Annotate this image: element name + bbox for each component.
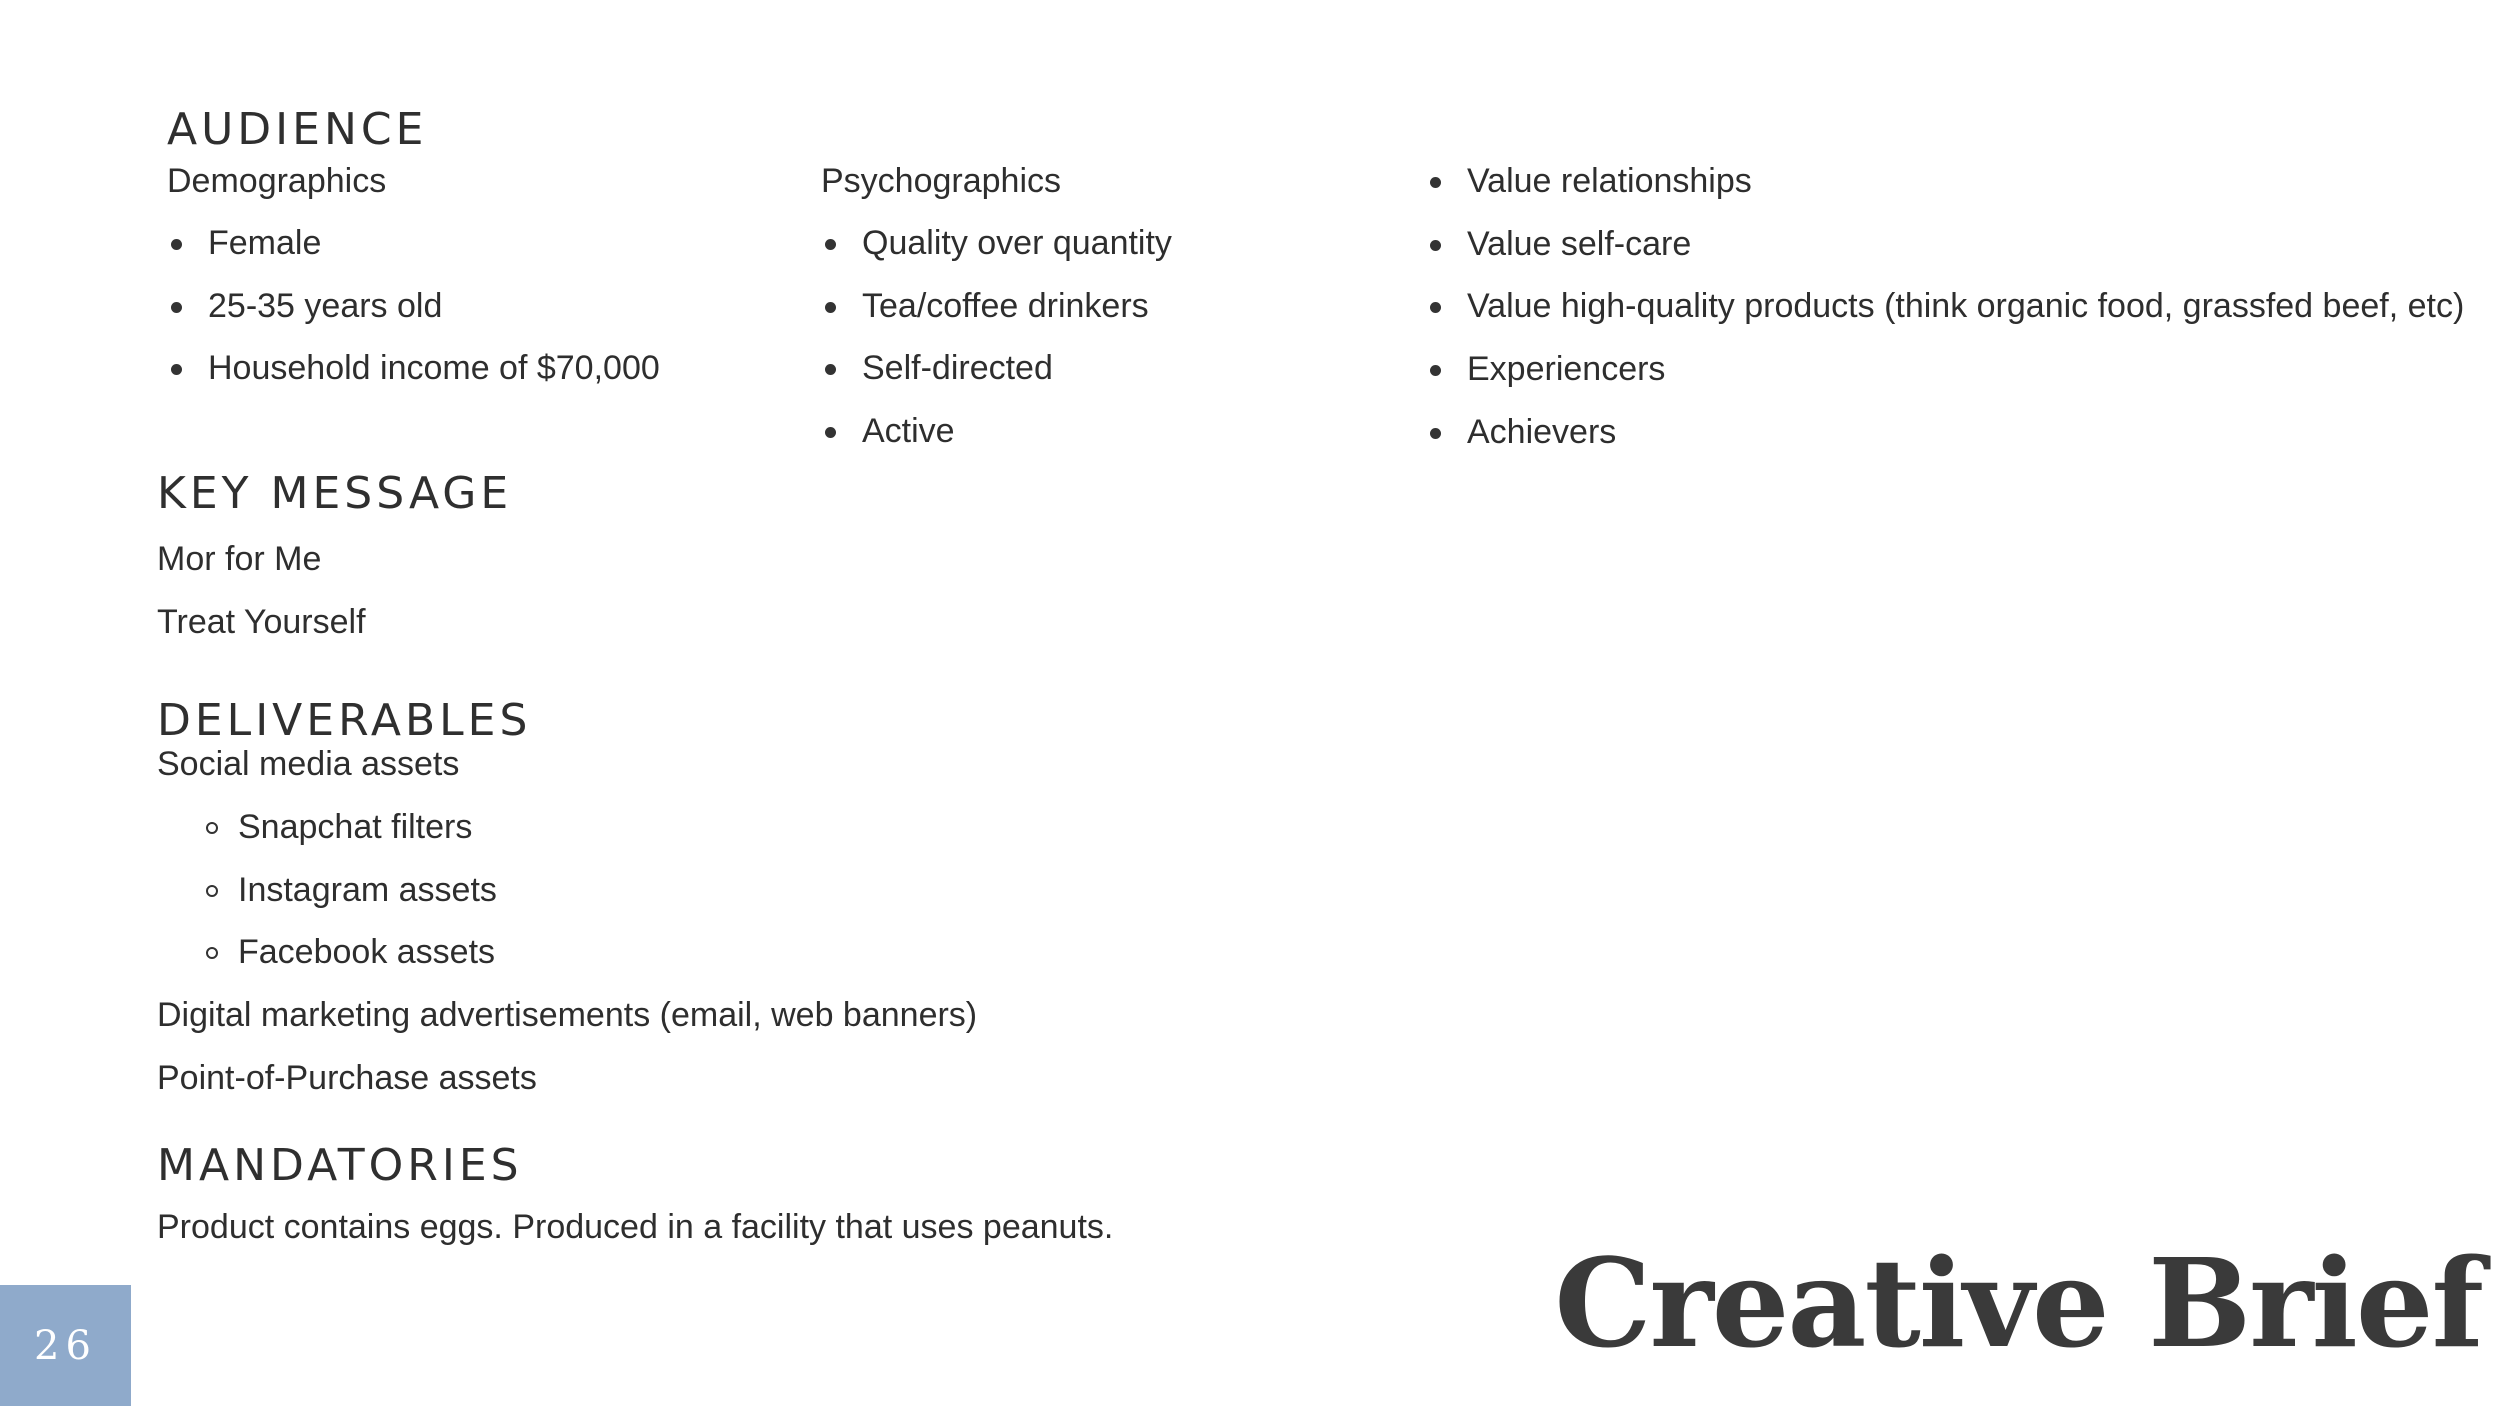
list-item: Value relationships xyxy=(1426,164,2464,227)
list-item: 25-35 years old xyxy=(167,289,660,352)
list-item: Instagram assets xyxy=(206,873,497,936)
values-list xyxy=(1426,164,2464,477)
list-item: Experiencers xyxy=(1426,352,2464,415)
list-item: Tea/coffee drinkers xyxy=(821,289,1172,352)
list-item: Value self-care xyxy=(1426,227,2464,290)
audience-heading: AUDIENCE xyxy=(167,104,428,155)
page-title: Creative Brief xyxy=(1554,1231,2482,1375)
page-number-badge xyxy=(0,1285,131,1406)
list-item: Female xyxy=(167,226,660,289)
mandatories-heading: MANDATORIES xyxy=(157,1140,523,1191)
list-item: Quality over quantity xyxy=(821,226,1172,289)
demographics-list xyxy=(167,226,660,414)
list-item: Household income of $70,000 xyxy=(167,351,660,414)
deliverables-heading: DELIVERABLES xyxy=(157,695,532,746)
list-item: Facebook assets xyxy=(206,935,497,998)
social-media-label: Social media assets xyxy=(157,745,460,783)
deliverable-item: Point-of-Purchase assets xyxy=(157,1059,537,1097)
mandatories-text: Product contains eggs. Produced in a facility that uses peanuts. xyxy=(157,1208,1114,1246)
key-message-line: Treat Yourself xyxy=(157,603,366,641)
list-item: Snapchat filters xyxy=(206,810,497,873)
page-number: 26 xyxy=(34,1322,97,1369)
social-media-list xyxy=(206,810,497,998)
key-message-heading: KEY MESSAGE xyxy=(157,468,513,519)
deliverable-item: Digital marketing advertisements (email, web banners) xyxy=(157,996,978,1034)
key-message-line: Mor for Me xyxy=(157,540,322,578)
list-item: Value high-quality products (think organic food, grassfed beef, etc) xyxy=(1426,289,2464,352)
list-item: Self-directed xyxy=(821,351,1172,414)
list-item: Achievers xyxy=(1426,415,2464,478)
psychographics-list xyxy=(821,226,1172,477)
psychographics-label: Psychographics xyxy=(821,162,1062,200)
list-item: Active xyxy=(821,414,1172,477)
demographics-label: Demographics xyxy=(167,162,387,200)
